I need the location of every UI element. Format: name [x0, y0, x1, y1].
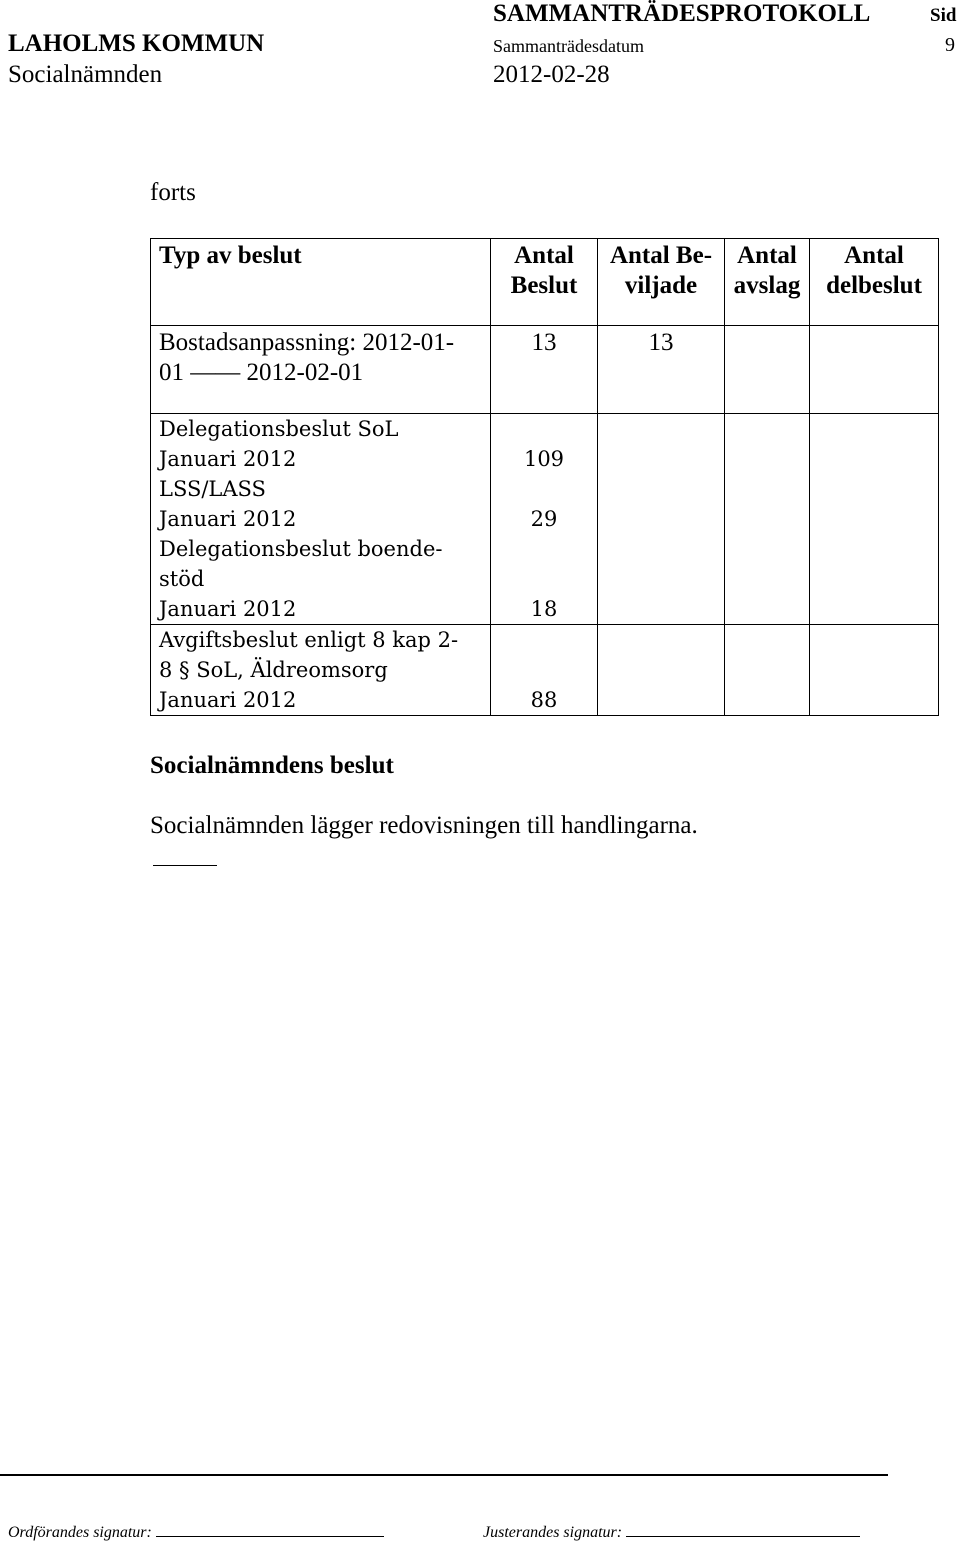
column-header-antal-beslut: Antal Beslut: [491, 239, 598, 326]
table-row: [151, 326, 939, 414]
department-name: Socialnämnden: [8, 61, 163, 88]
antal-beslut-cell: 109 29 18: [491, 414, 598, 625]
chair-signature: [8, 1522, 384, 1542]
antal-beslut-cell: 88: [491, 625, 598, 716]
typ-cell: Delegationsbeslut SoL Januari 2012 LSS/LASS Januari 2012 Delegationsbeslut boende- stöd Januari 2012: [151, 414, 491, 625]
organization-name: LAHOLMS KOMMUN: [8, 30, 265, 57]
adjuster-signature-label: Justerandes signatur:: [483, 1524, 623, 1541]
meeting-date-label: Sammanträdesdatum: [493, 36, 644, 56]
page-number: 9: [945, 34, 955, 56]
end-divider: [153, 865, 217, 866]
decision-text: Socialnämnden lägger redovisningen till handlingarna.: [150, 812, 698, 839]
footer-divider: [0, 1474, 888, 1476]
antal-avslag-cell: [725, 625, 810, 716]
antal-avslag-cell: [725, 326, 810, 414]
table-header-row: [151, 239, 939, 326]
table-row: [151, 625, 939, 716]
antal-delbeslut-cell: [810, 625, 939, 716]
typ-cell: Bostadsanpassning: 2012-01- 01 —— 2012-02-01: [151, 326, 491, 414]
column-header-antal-delbeslut: Antal delbeslut: [810, 239, 939, 326]
antal-beviljade-cell: 13: [598, 326, 725, 414]
antal-avslag-cell: [725, 414, 810, 625]
antal-beviljade-cell: [598, 414, 725, 625]
antal-beviljade-cell: [598, 625, 725, 716]
antal-delbeslut-cell: [810, 414, 939, 625]
antal-beslut-cell: 13: [491, 326, 598, 414]
column-header-typ: Typ av beslut: [151, 239, 491, 326]
chair-signature-line: [156, 1522, 384, 1537]
meeting-date: 2012-02-28: [493, 61, 610, 88]
table-row: [151, 414, 939, 625]
antal-delbeslut-cell: [810, 326, 939, 414]
decisions-table: [150, 238, 939, 716]
column-header-antal-avslag: Antal avslag: [725, 239, 810, 326]
adjuster-signature-line: [626, 1522, 860, 1537]
adjuster-signature: [483, 1522, 860, 1542]
document-title: SAMMANTRÄDESPROTOKOLL: [493, 0, 871, 27]
continuation-label: forts: [150, 179, 196, 206]
typ-cell: Avgiftsbeslut enligt 8 kap 2- 8 § SoL, Äldreomsorg Januari 2012: [151, 625, 491, 716]
chair-signature-label: Ordförandes signatur:: [8, 1524, 152, 1541]
decision-heading: Socialnämndens beslut: [150, 752, 394, 779]
page-label: Sid: [930, 5, 957, 26]
column-header-antal-beviljade: Antal Be- viljade: [598, 239, 725, 326]
